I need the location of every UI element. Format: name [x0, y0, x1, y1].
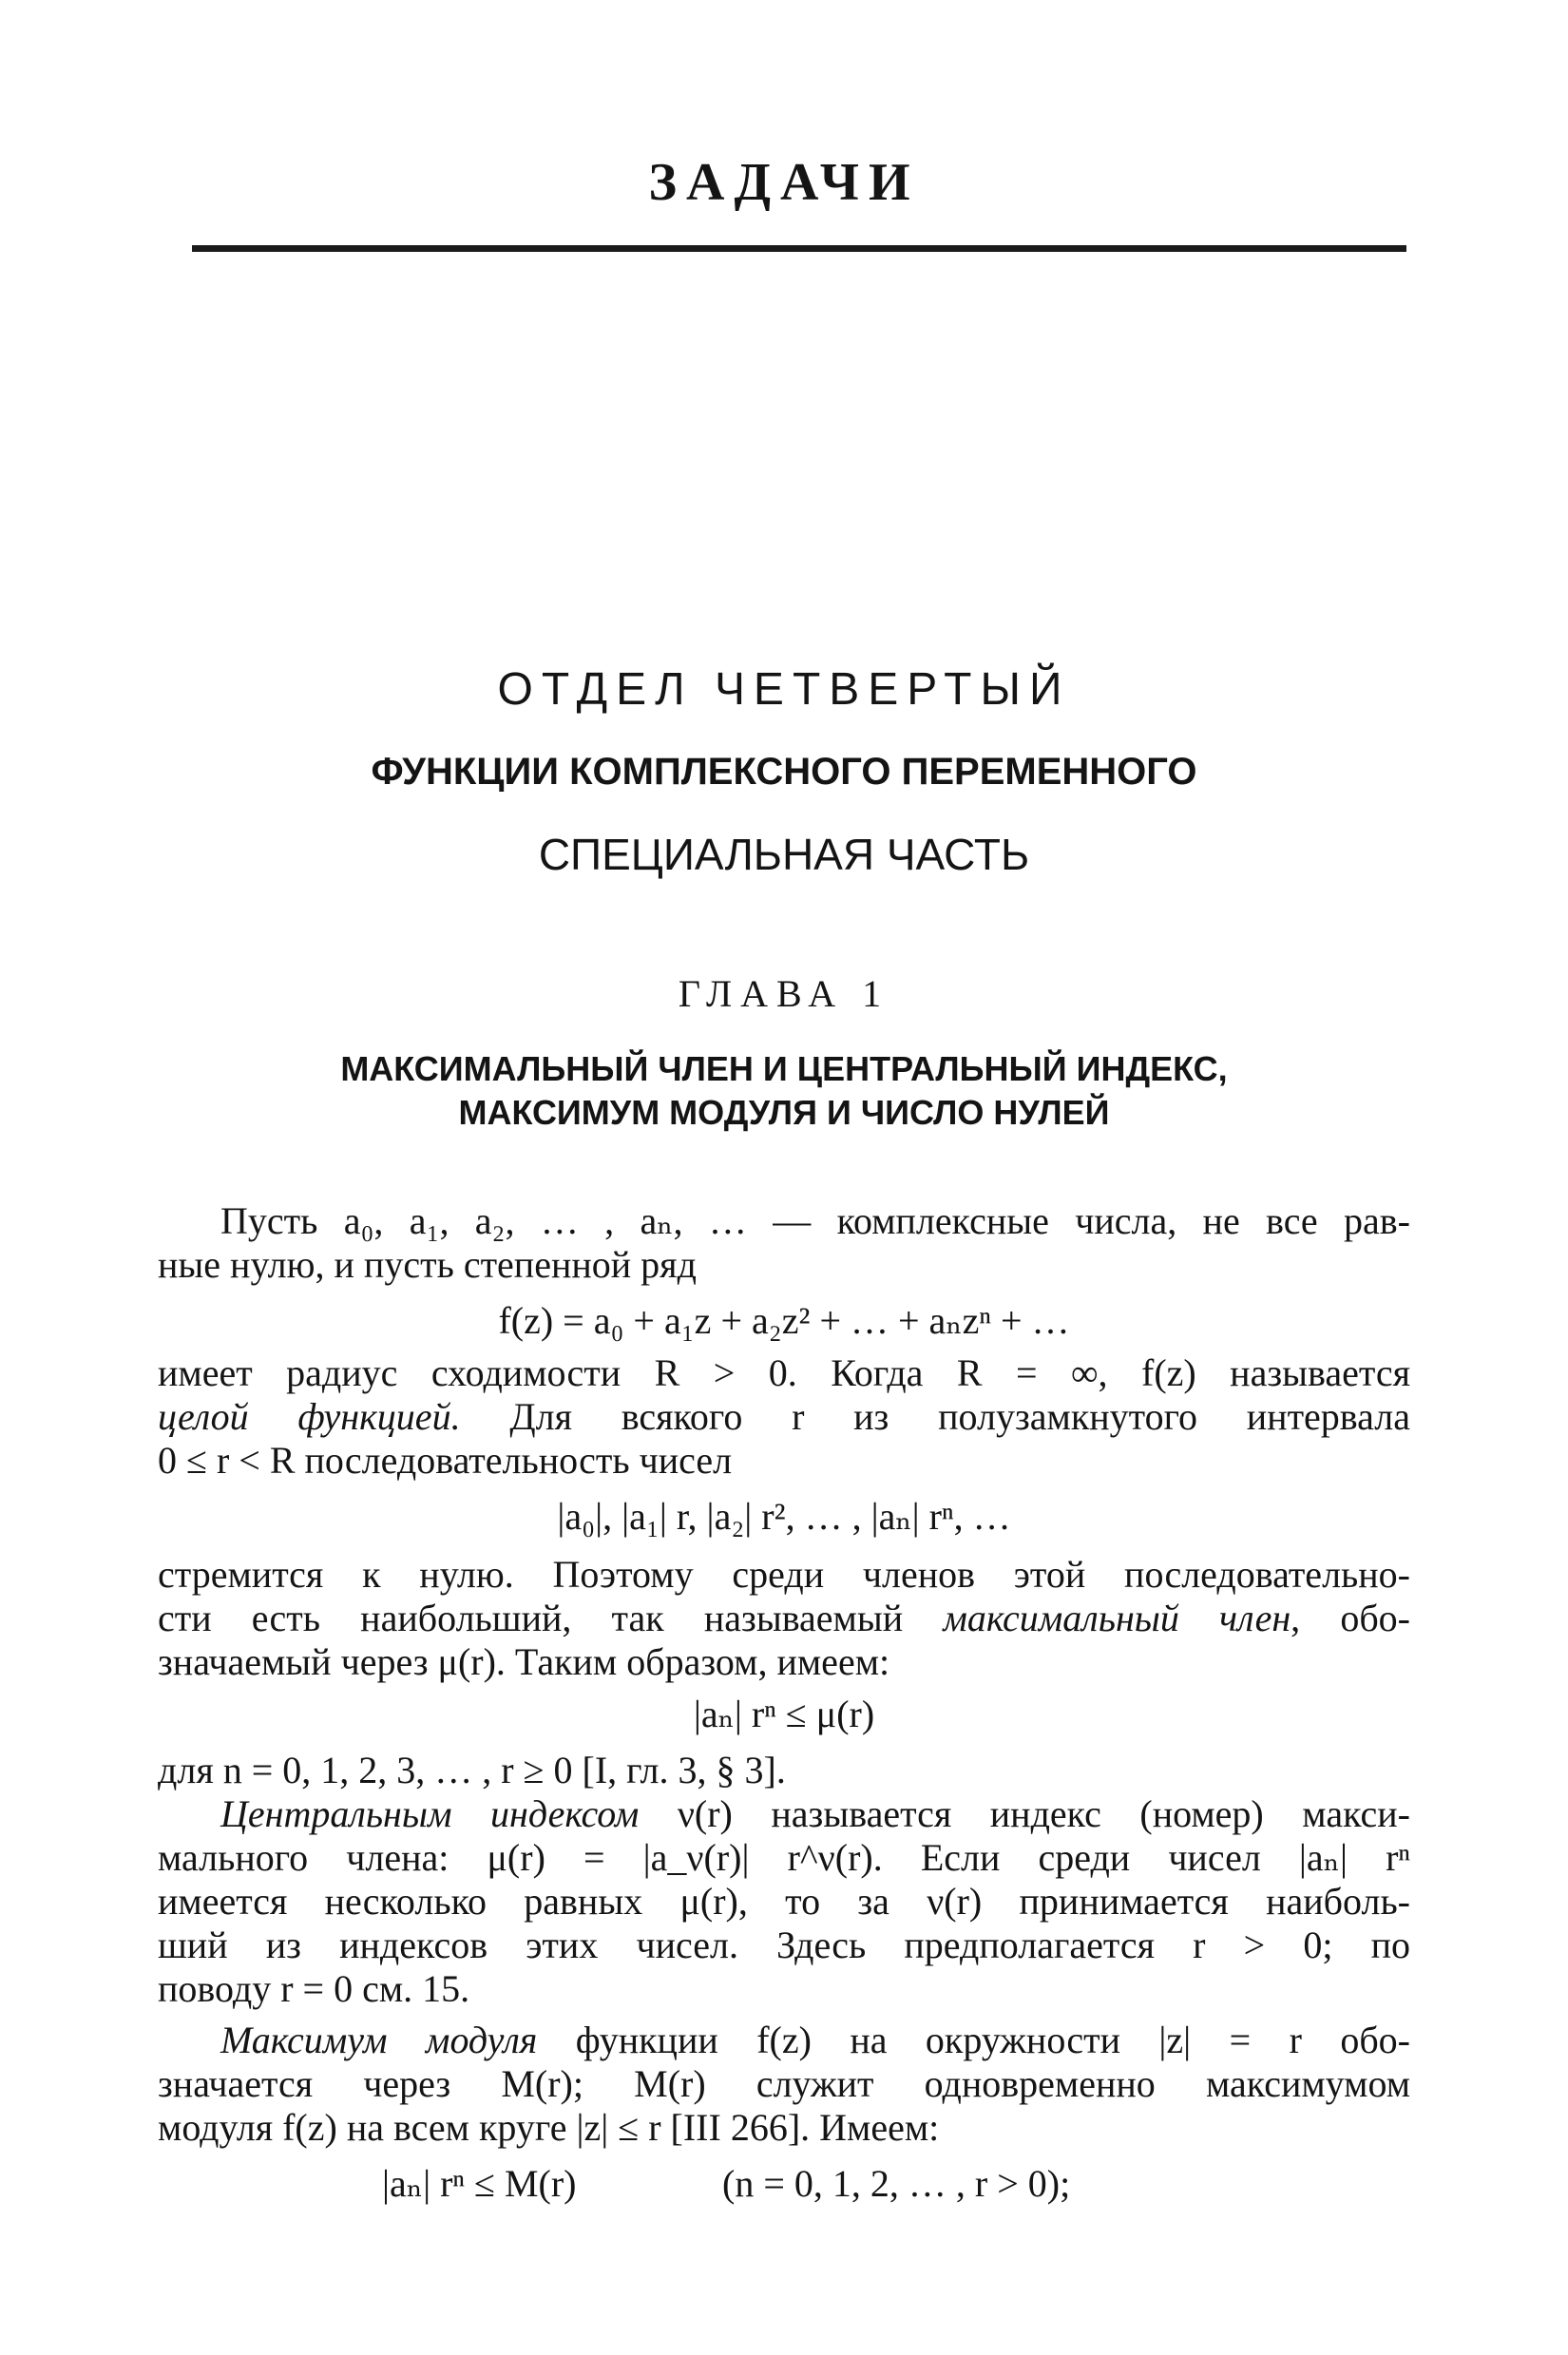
paragraph-line: [158, 1792, 1410, 1836]
paragraph-line: Пусть a₀, a₁, a₂, … , aₙ, … — комплексные числа, не все рав-: [220, 1199, 1410, 1242]
chapter-title-line2: МАКСИМУМ МОДУЛЯ И ЧИСЛО НУЛЕЙ: [458, 1093, 1110, 1132]
formula-sequence: |a₀|, |a₁| r, |a₂| r², … , |aₙ| rⁿ, …: [557, 1495, 1011, 1538]
paragraph-line: ные нулю, и пусть степенной ряд: [158, 1243, 697, 1286]
term-central-index: Центральным индексом: [220, 1792, 640, 1835]
paragraph-line-part: сти есть наибольший, так называемый: [158, 1597, 944, 1639]
paragraph-line: [158, 1597, 1410, 1640]
paragraph-line: значается через M(r); M(r) служит одновременно максимумом: [158, 2062, 1410, 2105]
paragraph-line: ший из индексов этих чисел. Здесь предполагается r > 0; по: [158, 1924, 1410, 1966]
formula-inequality: |aₙ| rⁿ ≤ μ(r): [693, 1693, 875, 1735]
chapter-title-line1: МАКСИМАЛЬНЫЙ ЧЛЕН И ЦЕНТРАЛЬНЫЙ ИНДЕКС,: [340, 1049, 1228, 1088]
formula-series: f(z) = a₀ + a₁z + a₂z² + … + aₙzⁿ + …: [498, 1299, 1070, 1342]
paragraph-line: 0 ≤ r < R последовательность чисел: [158, 1439, 733, 1482]
formula-modulus-condition: (n = 0, 1, 2, … , r > 0);: [722, 2162, 1071, 2205]
paragraph-line: для n = 0, 1, 2, 3, … , r ≥ 0 [I, гл. 3, § 3].: [158, 1749, 786, 1791]
part-subtitle: СПЕЦИАЛЬНАЯ ЧАСТЬ: [538, 830, 1030, 879]
page-title: ЗАДАЧИ: [648, 153, 920, 212]
term-maximum-modulus: Максимум модуля: [220, 2019, 538, 2061]
formula-modulus: |aₙ| rⁿ ≤ M(r): [382, 2162, 577, 2205]
paragraph-line-part: , обо-: [1291, 1597, 1410, 1639]
chapter-label: ГЛАВА 1: [678, 972, 890, 1015]
part-label: ОТДЕЛ ЧЕТВЕРТЫЙ: [497, 664, 1071, 715]
paragraph-line: модуля f(z) на всем круге |z| ≤ r [III 266]. Имеем:: [158, 2106, 940, 2149]
paragraph-line-rest: функции f(z) на окружности |z| = r обо-: [537, 2019, 1410, 2061]
title-rule: [192, 245, 1406, 252]
paragraph-line: мального члена: μ(r) = |a_ν(r)| r^ν(r). Если среди чисел |aₙ| rⁿ: [158, 1836, 1410, 1879]
paragraph-line: поводу r = 0 см. 15.: [158, 1967, 470, 2010]
term-entire-function: целой функцией.: [158, 1395, 461, 1438]
paragraph-line: стремится к нулю. Поэтому среди членов этой последовательно-: [158, 1553, 1410, 1596]
paragraph-line: [158, 1395, 1410, 1439]
paragraph-line: [158, 2019, 1410, 2062]
paragraph-line: имеется несколько равных μ(r), то за ν(r) принимается наиболь-: [158, 1880, 1410, 1923]
term-maximal-term: максимальный член: [943, 1597, 1291, 1639]
paragraph-line: значаемый через μ(r). Таким образом, имеем:: [158, 1640, 890, 1683]
paragraph-line-rest: Для всякого r из полузамкнутого интервала: [460, 1395, 1410, 1438]
paragraph-line: имеет радиус сходимости R > 0. Когда R = ∞, f(z) называется: [158, 1351, 1410, 1394]
part-subject: ФУНКЦИИ КОМПЛЕКСНОГО ПЕРЕМЕННОГО: [371, 751, 1197, 793]
paragraph-line-rest: ν(r) называется индекс (номер) макси-: [639, 1792, 1410, 1835]
